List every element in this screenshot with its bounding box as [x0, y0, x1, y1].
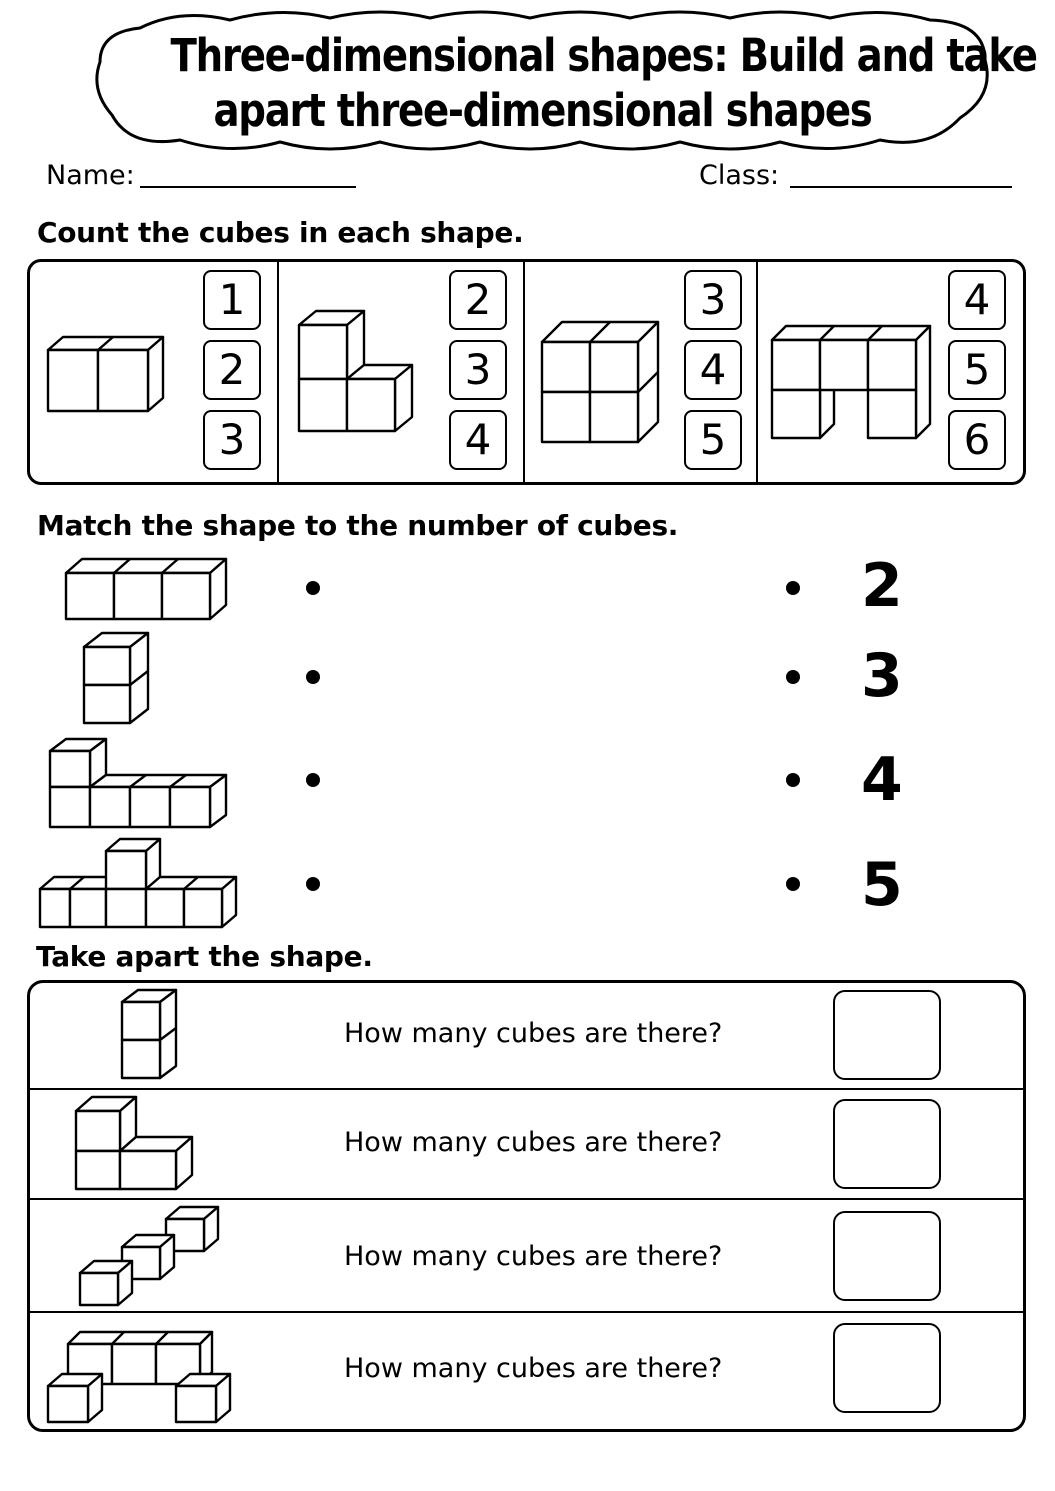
class-label: Class:: [699, 160, 780, 191]
match-dot-right[interactable]: [786, 581, 800, 595]
match-number: 2: [861, 551, 903, 621]
match-dot-left[interactable]: [306, 670, 320, 684]
apart-question: How many cubes are there?: [344, 1241, 723, 1272]
count-shape-4: [768, 320, 938, 445]
apart-shape-1: [116, 986, 188, 1086]
row-divider: [29, 1198, 1024, 1200]
match-dot-right[interactable]: [786, 877, 800, 891]
match-dot-left[interactable]: [306, 773, 320, 787]
apart-section-heading: Take apart the shape.: [36, 940, 373, 973]
count-option-box[interactable]: 2: [449, 270, 507, 330]
count-shape-3: [536, 316, 666, 448]
match-dot-right[interactable]: [786, 773, 800, 787]
page-title-line-2: apart three-dimensional shapes: [213, 84, 872, 137]
count-option-box[interactable]: 4: [948, 270, 1006, 330]
apart-question: How many cubes are there?: [344, 1018, 723, 1049]
match-dot-right[interactable]: [786, 670, 800, 684]
count-option-box[interactable]: 3: [203, 410, 261, 470]
apart-question: How many cubes are there?: [344, 1353, 723, 1384]
count-option-box[interactable]: 2: [203, 340, 261, 400]
count-option-box[interactable]: 3: [684, 270, 742, 330]
match-shape-3: [44, 733, 234, 833]
page-title-line-1: Three-dimensional shapes: Build and take: [170, 29, 1037, 82]
answer-box[interactable]: [833, 1099, 941, 1189]
row-divider: [29, 1311, 1024, 1313]
answer-box[interactable]: [833, 1323, 941, 1413]
count-shape-1: [40, 335, 170, 420]
panel-divider: [756, 261, 758, 483]
match-shape-4: [36, 833, 241, 933]
name-field[interactable]: [140, 186, 356, 188]
count-option-box[interactable]: 5: [684, 410, 742, 470]
name-label: Name:: [46, 160, 135, 191]
apart-question: How many cubes are there?: [344, 1127, 723, 1158]
match-section-heading: Match the shape to the number of cubes.: [37, 509, 679, 542]
class-field[interactable]: [790, 186, 1012, 188]
answer-box[interactable]: [833, 1211, 941, 1301]
match-shape-1: [60, 553, 235, 625]
panel-divider: [523, 261, 525, 483]
match-number: 3: [861, 641, 903, 711]
count-option-box[interactable]: 4: [449, 410, 507, 470]
count-section-heading: Count the cubes in each shape.: [37, 216, 524, 249]
match-dot-left[interactable]: [306, 581, 320, 595]
match-dot-left[interactable]: [306, 877, 320, 891]
count-shape-2: [292, 305, 422, 437]
count-option-box[interactable]: 4: [684, 340, 742, 400]
row-divider: [29, 1088, 1024, 1090]
match-shape-2: [78, 627, 158, 729]
count-option-box[interactable]: 1: [203, 270, 261, 330]
panel-divider: [277, 261, 279, 483]
match-number: 4: [861, 745, 903, 815]
count-option-box[interactable]: 3: [449, 340, 507, 400]
apart-shape-3: [74, 1203, 224, 1311]
answer-box[interactable]: [833, 990, 941, 1080]
match-number: 5: [861, 850, 903, 920]
apart-shape-4: [44, 1326, 236, 1428]
apart-shape-2: [70, 1093, 200, 1195]
count-option-box[interactable]: 6: [948, 410, 1006, 470]
count-option-box[interactable]: 5: [948, 340, 1006, 400]
